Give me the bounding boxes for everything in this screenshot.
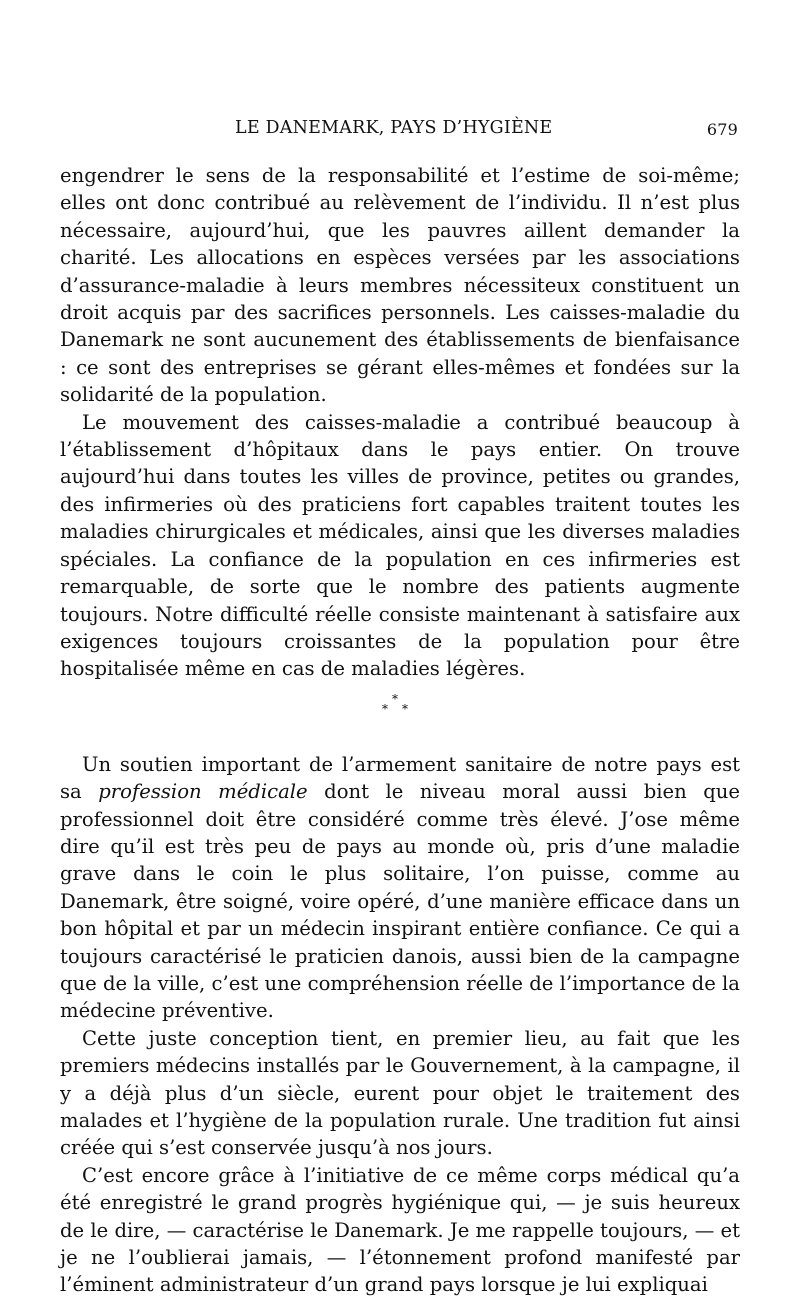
paragraph-conception: Cette juste conception tient, en premier lieu, au fait que les premiers médecins installés par le Gouvernement, à la campagne, il y a déjà plus d’un siècle, eurent pour objet le traitement des malades et l’hygiène de la population rurale. Une tradition fut ainsi créée qui s’est conservée jusqu’à nos jours.	[60, 1026, 740, 1160]
body-text	[60, 162, 740, 1299]
page-number: 679	[706, 120, 738, 139]
running-title: LE DANEMARK, PAYS D’HYGIÈNE	[235, 118, 553, 138]
paragraph-medical-profession-start: Un soutien important de l’armement sanitaire de notre pays est sa	[60, 752, 740, 804]
emphasis-profession-medicale: profession médicale	[98, 780, 308, 804]
paragraph-medical-profession	[60, 751, 740, 1025]
asterism-star-top: *	[392, 691, 398, 706]
asterism-star-right: *	[402, 701, 408, 716]
section-asterism	[60, 687, 740, 751]
paragraph-continued: engendrer le sens de la responsabilité et l’estime de soi-même; elles ont donc contribué au relèvement de l’individu. Il n’est plus nécessaire, aujourd’hui, que les pauvres aillent demander la charité. Les allocations en espèces versées par les associations d’assurance-maladie à leurs membres nécessiteux constituent un droit acquis par des sacrifices personnels. Les caisses-maladie du Danemark ne sont aucunement des établissements de bienfaisance : ce sont des entreprises se gérant elles-mêmes et fondées sur la solidarité de la population.	[60, 164, 740, 407]
running-head	[60, 118, 740, 148]
paragraph-medical-profession-end: dont le niveau moral aussi bien que professionnel doit être considéré comme très élevé. J’ose même dire qu’il est très peu de pays au monde où, pris d’une maladie grave dans le coin le plus solitaire, l’on puisse, comme au Danemark, être soigné, voire opéré, d’une manière efficace dans un bon hôpital et par un médecin inspirant entière confiance. Ce qui a toujours caractérisé le praticien danois, aussi bien de la campagne que de la ville, c’est une compréhension réelle de l’importance de la médecine préventive.	[60, 780, 741, 1023]
asterism-star-left: *	[382, 701, 388, 716]
book-page	[60, 0, 740, 1299]
paragraph-initiative: C’est encore grâce à l’initiative de ce même corps médical qu’a été enregistré le grand progrès hygiénique qui, — je suis heureux de le dire, — caractérise le Danemark. Je me rappelle toujours, — et je ne l’oublierai jamais, — l’étonnement profond manifesté par l’éminent administrateur d’un grand pays lorsque je lui expliquai	[60, 1163, 740, 1297]
paragraph-hospitals: Le mouvement des caisses-maladie a contribué beaucoup à l’établissement d’hôpitaux dans le pays entier. On trouve aujourd’hui dans toutes les villes de province, petites ou grandes, des infirmeries où des praticiens fort capables traitent toutes les maladies chirurgicales et médicales, ainsi que les diverses maladies spéciales. La confiance de la population en ces infirmeries est remarquable, de sorte que le nombre des patients augmente toujours. Notre difficulté réelle consiste maintenant à satisfaire aux exigences toujours croissantes de la population pour être hospitalisée même en cas de maladies légères.	[60, 410, 740, 681]
